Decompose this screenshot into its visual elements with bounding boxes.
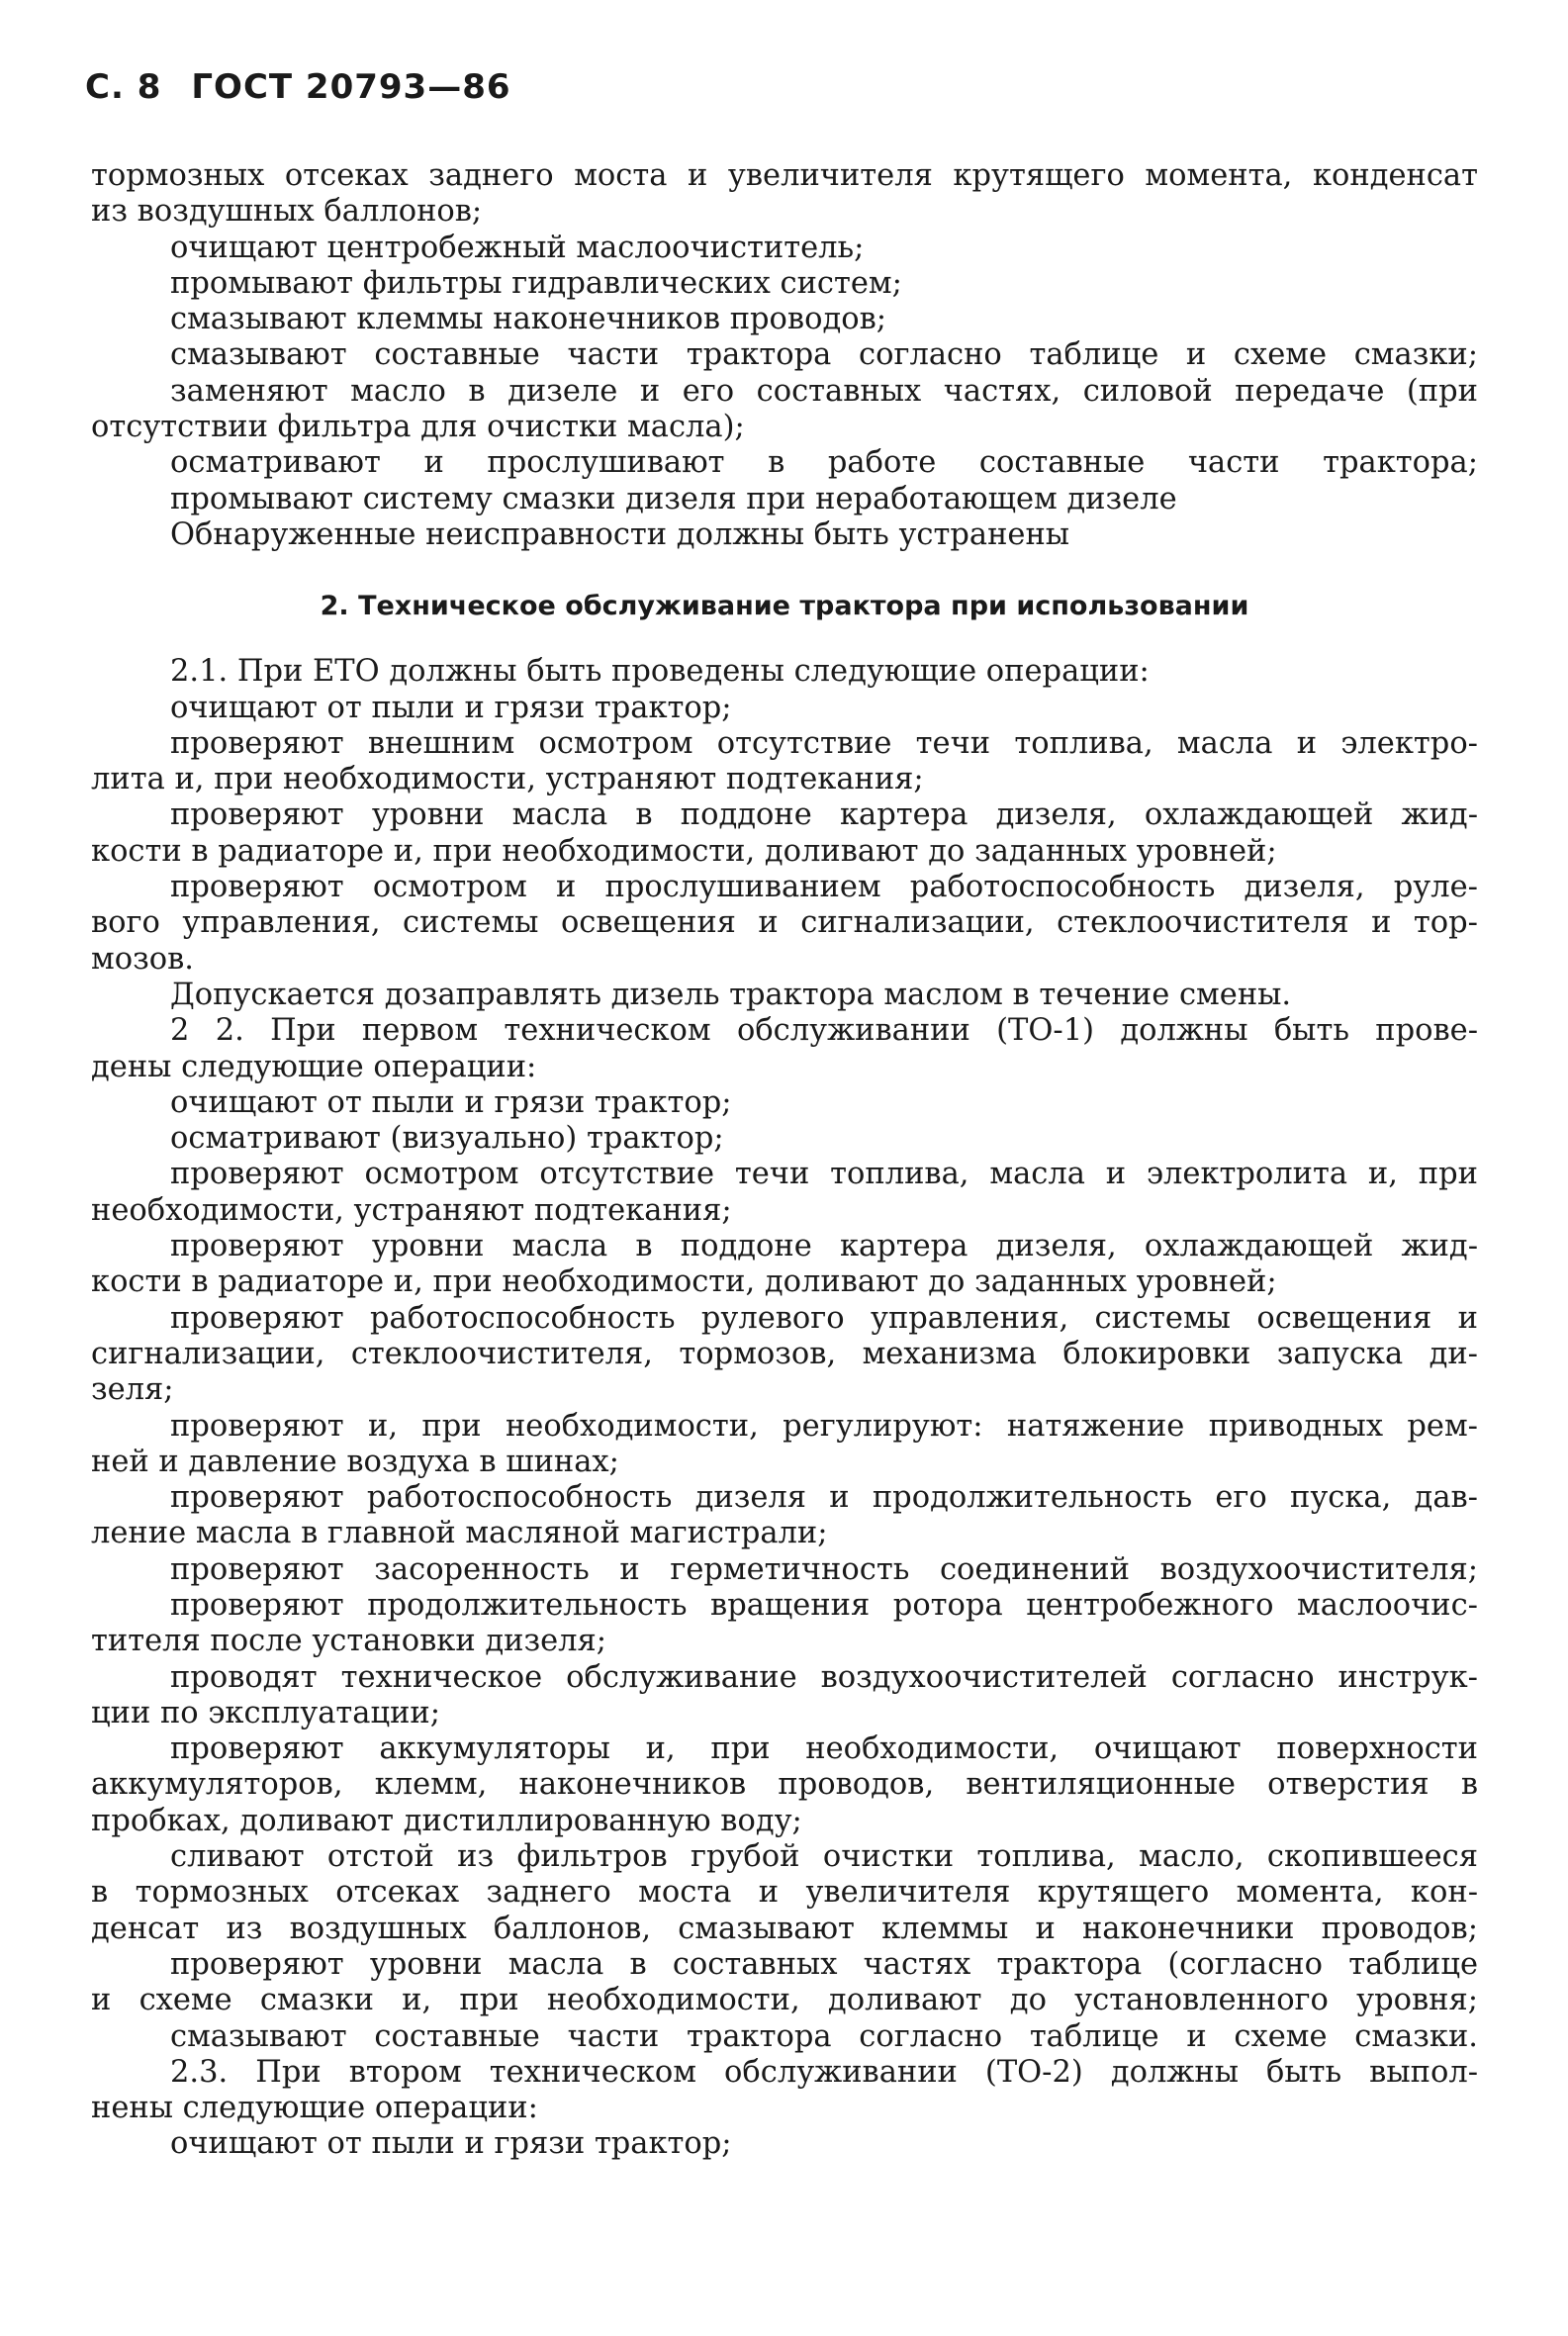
text-line: проверяют внешним осмотром отсутствие течи топлива, масла и электро- [170,725,1478,761]
text-line: проверяют аккумуляторы и, при необходимости, очищают поверхности [170,1731,1478,1767]
text-line: проверяют работоспособность рулевого управления, системы освещения и [170,1300,1478,1336]
standard-code: ГОСТ 20793—86 [191,67,511,107]
text-line: мозов. [91,941,194,977]
text-line: кости в радиаторе и, при необходимости, доливают до заданных уровней; [91,1264,1277,1300]
text-line: аккумуляторов, клемм, наконечников проводов, вентиляционные отверстия в [91,1767,1478,1803]
text-line: из воздушных баллонов; [91,194,483,230]
text-line: проверяют уровни масла в составных частях трактора (согласно таблице [170,1946,1478,1982]
text-line: проверяют продолжительность вращения ротора центробежного маслоочис- [170,1587,1478,1623]
text-line: заменяют масло в дизеле и его составных частях, силовой передаче (при [170,373,1478,409]
text-line: очищают центробежный маслоочиститель; [170,230,865,265]
text-line: вого управления, системы освещения и сигнализации, стеклоочистителя и тор- [91,905,1478,941]
text-line: очищают от пыли и грязи трактор; [170,2126,732,2162]
text-line: ней и давление воздуха в шинах; [91,1444,619,1479]
text-line: и схеме смазки и, при необходимости, доливают до установленного уровня; [91,1983,1478,2018]
text-line: Допускается дозаправлять дизель трактора маслом в течение смены. [170,977,1292,1012]
text-line: проверяют уровни масла в поддоне картера дизеля, охлаждающей жид- [170,797,1478,833]
text-line: пробках, доливают дистиллированную воду; [91,1803,802,1838]
text-line: проверяют работоспособность дизеля и продолжительность его пуска, дав- [170,1480,1478,1516]
text-line: тителя после установки дизеля; [91,1624,607,1659]
text-line: осматривают и прослушивают в работе составные части трактора; [170,445,1478,481]
text-line: проверяют и, при необходимости, регулируют: натяжение приводных рем- [170,1408,1478,1444]
text-line: ление масла в главной масляной магистрали; [91,1516,828,1551]
text-line: 2 2. При первом техническом обслуживании (ТО-1) должны быть прове- [170,1013,1478,1049]
page-header [85,67,511,107]
text-line: сливают отстой из фильтров грубой очистки топлива, масло, скопившееся [170,1839,1478,1875]
text-line: смазывают составные части трактора согласно таблице и схеме смазки. [170,2018,1478,2054]
text-line: проверяют уровни масла в поддоне картера дизеля, охлаждающей жид- [170,1229,1478,1264]
text-line: в тормозных отсеках заднего моста и увеличителя крутящего момента, кон- [91,1875,1478,1911]
text-line: ции по эксплуатации; [91,1695,441,1730]
text-line: зеля; [91,1372,174,1408]
text-line: проверяют осмотром и прослушиванием работоспособность дизеля, руле- [170,870,1478,905]
text-line: 2.1. При ЕТО должны быть проведены следующие операции: [170,654,1150,690]
text-line: отсутствии фильтра для очистки масла); [91,410,745,445]
text-line: очищают от пыли и грязи трактор; [170,1084,732,1120]
text-line: очищают от пыли и грязи трактор; [170,690,732,725]
text-line: смазывают клеммы наконечников проводов; [170,302,887,337]
text-line: проверяют засоренность и герметичность соединений воздухоочистителя; [170,1551,1478,1587]
text-line: лита и, при необходимости, устраняют подтекания; [91,762,924,797]
text-line: 2.3. При втором техническом обслуживании (ТО-2) должны быть выпол- [170,2054,1478,2090]
text-line: сигнализации, стеклоочистителя, тормозов, механизма блокировки запуска ди- [91,1336,1478,1371]
page-number: С. 8 [85,67,162,107]
text-line: Обнаруженные неисправности должны быть устранены [170,516,1070,552]
text-line: тормозных отсеках заднего моста и увеличителя крутящего момента, конденсат [91,158,1478,193]
text-line: осматривают (визуально) трактор; [170,1121,724,1157]
page-body [91,158,1478,2163]
text-line: смазывают составные части трактора согласно таблице и схеме смазки; [170,337,1478,373]
text-line: кости в радиаторе и, при необходимости, доливают до заданных уровней; [91,833,1277,869]
text-line: дены следующие операции: [91,1049,537,1084]
text-line: необходимости, устраняют подтекания; [91,1192,732,1228]
intro-block [91,158,1478,553]
text-line: нены следующие операции: [91,2091,538,2126]
section-block [91,654,1478,2162]
text-line: денсат из воздушных баллонов, смазывают клеммы и наконечники проводов; [91,1911,1478,1946]
section-heading: 2. Техническое обслуживание трактора при использовании [320,591,1249,622]
text-line: проверяют осмотром отсутствие течи топлива, масла и электролита и, при [170,1157,1478,1192]
text-line: проводят техническое обслуживание воздухоочистителей согласно инструк- [170,1659,1478,1695]
text-line: промывают фильтры гидравлических систем; [170,265,902,301]
text-line: промывают систему смазки дизеля при неработающем дизеле [170,481,1177,516]
